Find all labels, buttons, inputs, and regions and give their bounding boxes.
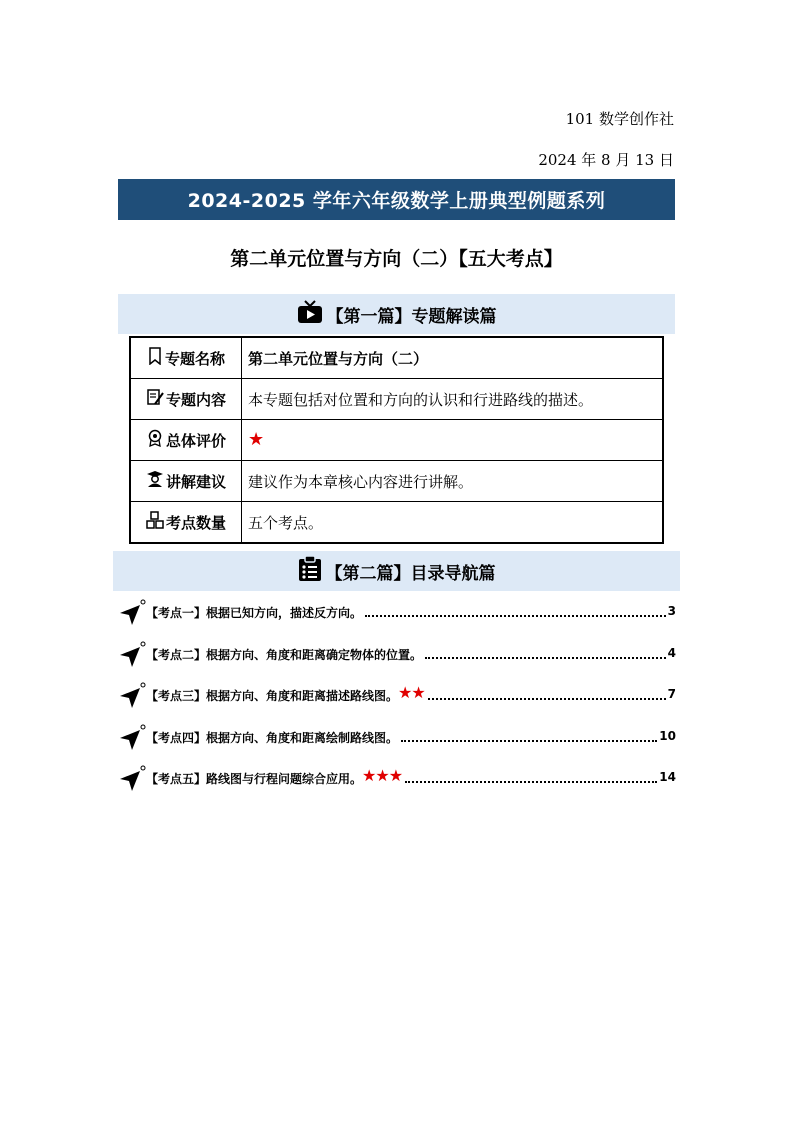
section-two-title: 【第二篇】目录导航篇 bbox=[325, 563, 496, 584]
bookmark-icon bbox=[147, 347, 163, 369]
table-row bbox=[130, 420, 663, 461]
toc-page-number: 10 bbox=[659, 728, 676, 743]
leader-dots bbox=[425, 646, 666, 659]
toc-item[interactable] bbox=[118, 722, 676, 764]
row-value: 本专题包括对位置和方向的认识和行进路线的描述。 bbox=[242, 379, 664, 420]
toc-item[interactable] bbox=[118, 680, 676, 722]
navigation-arrow-icon bbox=[118, 599, 146, 627]
leader-dots bbox=[401, 729, 657, 742]
blocks-icon bbox=[146, 511, 164, 533]
toc-item[interactable] bbox=[118, 763, 676, 805]
row-label: 专题名称 bbox=[164, 349, 225, 368]
navigation-arrow-icon bbox=[118, 682, 146, 710]
section-one-title: 【第一篇】专题解读篇 bbox=[326, 306, 497, 327]
toc-label: 【考点二】根据方向、角度和距离确定物体的位置。 bbox=[146, 647, 423, 662]
leader-dots bbox=[428, 687, 666, 700]
toc-page-number: 3 bbox=[667, 604, 676, 618]
topic-info-table bbox=[129, 336, 664, 544]
clipboard-list-icon bbox=[298, 556, 326, 587]
toc-label: 【考点三】根据方向、角度和距离描述路线图。 bbox=[146, 689, 399, 703]
table-row bbox=[130, 379, 663, 420]
banner-title: 2024-2025 学年六年级数学上册典型例题系列 bbox=[187, 190, 606, 212]
toc-page-number: 14 bbox=[659, 770, 676, 784]
teacher-icon bbox=[146, 470, 164, 492]
row-label: 总体评价 bbox=[165, 431, 226, 450]
navigation-arrow-icon bbox=[118, 724, 146, 752]
row-value: 建议作为本章核心内容进行讲解。 bbox=[242, 461, 664, 502]
toc-label: 【考点一】根据已知方向，描述反方向。 bbox=[146, 606, 363, 620]
toc-item[interactable] bbox=[118, 597, 676, 639]
toc-page-number: 7 bbox=[667, 687, 676, 701]
row-label: 专题内容 bbox=[165, 390, 226, 409]
tv-icon bbox=[297, 299, 327, 330]
section-one-header bbox=[118, 294, 675, 334]
row-value: 五个考点。 bbox=[242, 502, 664, 544]
toc-label: 【考点五】路线图与行程问题综合应用。 bbox=[146, 772, 363, 786]
table-row bbox=[130, 461, 663, 502]
leader-dots bbox=[405, 770, 657, 783]
leader-dots bbox=[365, 604, 666, 617]
row-label: 讲解建议 bbox=[165, 472, 226, 491]
table-row bbox=[130, 337, 663, 379]
section-two-header bbox=[113, 551, 680, 591]
row-label: 考点数量 bbox=[165, 513, 226, 532]
navigation-arrow-icon bbox=[118, 765, 146, 793]
toc-label: 【考点四】根据方向、角度和距离绘制路线图。 bbox=[146, 730, 399, 745]
toc-page-number: 4 bbox=[667, 645, 676, 660]
publisher-name: 101 数学创作社 bbox=[565, 110, 674, 128]
rating-star: ★ bbox=[248, 429, 265, 450]
navigation-arrow-icon bbox=[118, 641, 146, 669]
toc-stars: ★★ bbox=[398, 683, 425, 702]
table-row bbox=[130, 502, 663, 544]
document-edit-icon bbox=[146, 388, 164, 410]
toc-stars: ★★★ bbox=[362, 766, 403, 785]
medal-icon bbox=[146, 429, 164, 451]
title-banner bbox=[118, 179, 675, 220]
document-subtitle: 第二单元位置与方向（二）【五大考点】 bbox=[230, 248, 563, 270]
document-date: 2024 年 8 月 13 日 bbox=[538, 151, 674, 169]
table-of-contents bbox=[118, 597, 676, 805]
row-value: 第二单元位置与方向（二） bbox=[242, 337, 664, 379]
toc-item[interactable] bbox=[118, 639, 676, 681]
